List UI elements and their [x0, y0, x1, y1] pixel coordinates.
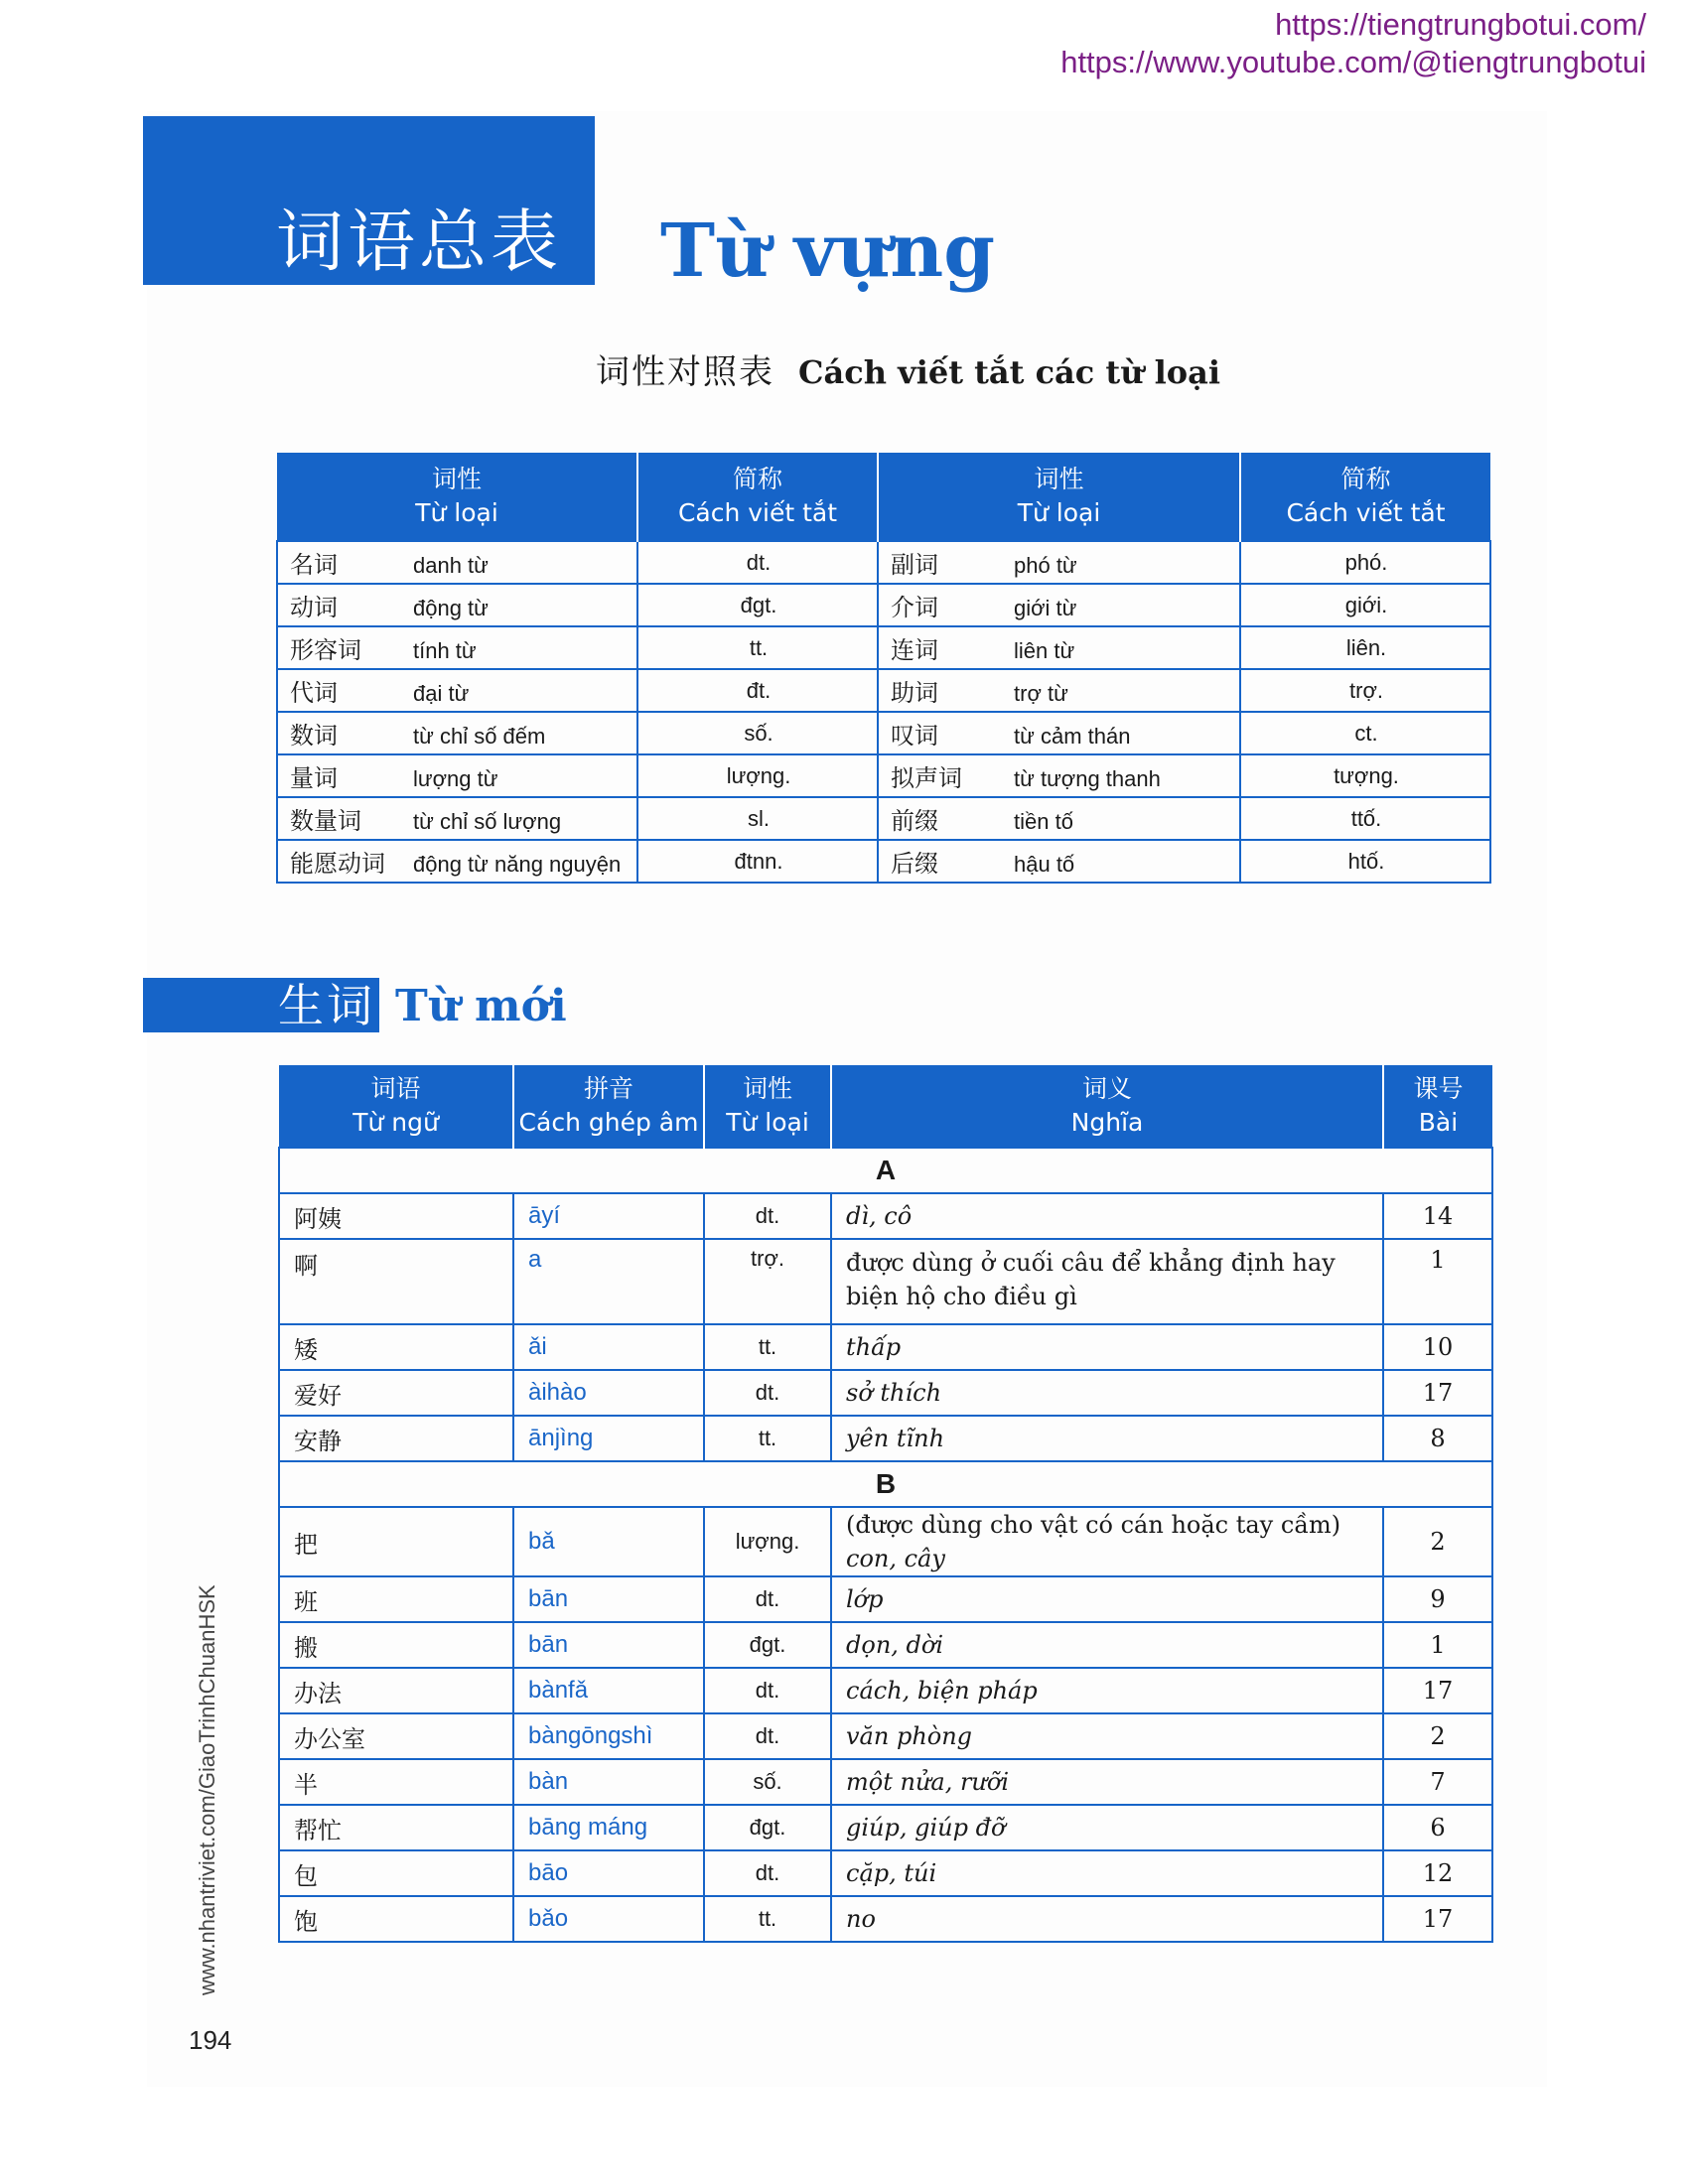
vocabulary-row: [279, 1850, 1492, 1896]
abbreviation-header-cell: 简称 Cách viết tắt: [637, 453, 878, 541]
pinyin-cell: āyí: [513, 1193, 704, 1239]
part-of-speech-vietnamese: tính từ: [413, 638, 477, 663]
abbreviation-cell: trợ.: [1240, 669, 1490, 712]
side-url: www.nhantriviet.com/GiaoTrinhChuanHSK: [195, 1584, 219, 1995]
word-cell: 爱好: [279, 1370, 513, 1416]
vocabulary-header-cell: 词性 Từ loại: [704, 1065, 831, 1148]
word-cell: 包: [279, 1850, 513, 1896]
meaning-cell: [831, 1896, 1383, 1942]
word-cell: 把: [279, 1507, 513, 1576]
word-type-cell: số.: [704, 1759, 831, 1805]
meaning-cell: [831, 1239, 1383, 1324]
word-type-cell: dt.: [704, 1576, 831, 1622]
part-of-speech-vietnamese: động từ năng nguyện: [413, 852, 622, 877]
abbreviation-table: [276, 453, 1491, 884]
meaning-cell: [831, 1416, 1383, 1461]
abbreviation-header-cell: 词性 Từ loại: [277, 453, 637, 541]
page-number: 194: [189, 2025, 232, 2055]
abbreviation-row: [277, 541, 1490, 584]
part-of-speech-vietnamese: động từ: [413, 596, 489, 620]
word-type-cell: tt.: [704, 1896, 831, 1942]
meaning-text: được dùng ở cuối câu để khẳng định hay biện hộ cho điều gì: [846, 1249, 1336, 1310]
abbreviation-cell: đgt.: [637, 584, 878, 626]
vocabulary-row: [279, 1576, 1492, 1622]
part-of-speech-cell: [277, 840, 637, 883]
pinyin-cell: bǎ: [513, 1507, 704, 1576]
part-of-speech-chinese: 后缀: [891, 850, 938, 878]
vocabulary-header-row: [279, 1065, 1492, 1148]
abbreviation-cell: đt.: [637, 669, 878, 712]
part-of-speech-vietnamese: liên từ: [1014, 638, 1075, 663]
vocabulary-header-cell: 课号 Bài: [1383, 1065, 1492, 1148]
part-of-speech-vietnamese: phó từ: [1014, 553, 1077, 578]
abbreviation-row: [277, 584, 1490, 626]
letter-divider: A: [279, 1148, 1492, 1193]
part-of-speech-vietnamese: tiền tố: [1014, 809, 1073, 834]
meaning-cell: [831, 1193, 1383, 1239]
abbreviation-subtitle-vietnamese: Cách viết tắt các từ loại: [798, 353, 1220, 391]
vocabulary-row: [279, 1239, 1492, 1324]
meaning-text: một nửa, rưỡi: [846, 1768, 1010, 1796]
part-of-speech-cell: [277, 626, 637, 669]
abbreviation-cell: sl.: [637, 797, 878, 840]
vocabulary-header-cell: 词语 Từ ngữ: [279, 1065, 513, 1148]
pinyin-cell: ānjìng: [513, 1416, 704, 1461]
lesson-number-cell: 10: [1383, 1324, 1492, 1370]
vocabulary-table: [278, 1065, 1493, 1943]
abbreviation-row: [277, 797, 1490, 840]
vocabulary-row: [279, 1805, 1492, 1850]
lesson-number-cell: 12: [1383, 1850, 1492, 1896]
part-of-speech-chinese: 连词: [891, 636, 938, 664]
meaning-text: lớp: [846, 1585, 884, 1613]
part-of-speech-chinese: 副词: [891, 551, 938, 579]
page-title-vietnamese: Từ vựng: [660, 208, 995, 294]
part-of-speech-vietnamese: hậu tố: [1014, 852, 1075, 877]
pinyin-cell: bān: [513, 1576, 704, 1622]
lesson-number-cell: 2: [1383, 1713, 1492, 1759]
word-cell: 班: [279, 1576, 513, 1622]
part-of-speech-cell: [878, 712, 1240, 754]
abbreviation-subtitle: [596, 349, 1220, 395]
part-of-speech-cell: [277, 541, 637, 584]
part-of-speech-cell: [277, 754, 637, 797]
abbreviation-cell: htố.: [1240, 840, 1490, 883]
part-of-speech-cell: [277, 797, 637, 840]
lesson-number-cell: 6: [1383, 1805, 1492, 1850]
abbreviation-row: [277, 626, 1490, 669]
pinyin-cell: bàngōngshì: [513, 1713, 704, 1759]
lesson-number-cell: 14: [1383, 1193, 1492, 1239]
pinyin-cell: bāng máng: [513, 1805, 704, 1850]
meaning-cell: [831, 1805, 1383, 1850]
abbreviation-cell: liên.: [1240, 626, 1490, 669]
word-type-cell: đgt.: [704, 1805, 831, 1850]
word-cell: 搬: [279, 1622, 513, 1668]
part-of-speech-chinese: 数量词: [290, 807, 361, 835]
word-cell: 办公室: [279, 1713, 513, 1759]
watermark-url-youtube[interactable]: https://www.youtube.com/@tiengtrungbotui: [1060, 45, 1646, 79]
vocabulary-row: [279, 1193, 1492, 1239]
abbreviation-cell: ct.: [1240, 712, 1490, 754]
part-of-speech-cell: [277, 712, 637, 754]
word-cell: 安静: [279, 1416, 513, 1461]
word-type-cell: trợ.: [704, 1239, 831, 1324]
meaning-text: giúp, giúp đỡ: [846, 1814, 1006, 1842]
abbreviation-cell: dt.: [637, 541, 878, 584]
part-of-speech-vietnamese: lượng từ: [413, 766, 498, 791]
pinyin-cell: ǎi: [513, 1324, 704, 1370]
vocabulary-header-cell: 拼音 Cách ghép âm: [513, 1065, 704, 1148]
meaning-text: cặp, túi: [846, 1859, 937, 1887]
part-of-speech-chinese: 前缀: [891, 807, 938, 835]
part-of-speech-cell: [878, 797, 1240, 840]
part-of-speech-cell: [277, 584, 637, 626]
part-of-speech-cell: [878, 541, 1240, 584]
word-cell: 啊: [279, 1239, 513, 1324]
meaning-cell: [831, 1576, 1383, 1622]
lesson-number-cell: 7: [1383, 1759, 1492, 1805]
abbreviation-cell: đtnn.: [637, 840, 878, 883]
page-title-chinese: 词语总表: [276, 204, 563, 282]
word-cell: 办法: [279, 1668, 513, 1713]
lesson-number-cell: 17: [1383, 1370, 1492, 1416]
word-cell: 矮: [279, 1324, 513, 1370]
new-words-title-vietnamese: Từ mới: [395, 981, 567, 1031]
vocabulary-row: [279, 1896, 1492, 1942]
letter-divider-row: [279, 1461, 1492, 1507]
pinyin-cell: bǎo: [513, 1896, 704, 1942]
abbreviation-cell: tượng.: [1240, 754, 1490, 797]
meaning-text: con, cây: [846, 1545, 945, 1572]
word-type-cell: dt.: [704, 1850, 831, 1896]
meaning-cell: [831, 1850, 1383, 1896]
lesson-number-cell: 1: [1383, 1622, 1492, 1668]
part-of-speech-vietnamese: đại từ: [413, 681, 470, 706]
vocabulary-row: [279, 1622, 1492, 1668]
lesson-number-cell: 9: [1383, 1576, 1492, 1622]
word-type-cell: lượng.: [704, 1507, 831, 1576]
abbreviation-cell: phó.: [1240, 541, 1490, 584]
part-of-speech-vietnamese: từ cảm thán: [1014, 724, 1131, 749]
abbreviation-row: [277, 840, 1490, 883]
meaning-cell: [831, 1370, 1383, 1416]
abbreviation-cell: ttố.: [1240, 797, 1490, 840]
part-of-speech-vietnamese: trợ từ: [1014, 681, 1068, 706]
meaning-cell: [831, 1713, 1383, 1759]
vocabulary-row: [279, 1668, 1492, 1713]
word-type-cell: dt.: [704, 1370, 831, 1416]
pinyin-cell: a: [513, 1239, 704, 1324]
part-of-speech-chinese: 数词: [290, 722, 338, 750]
meaning-text: no: [846, 1905, 876, 1933]
part-of-speech-vietnamese: từ tượng thanh: [1014, 766, 1161, 791]
part-of-speech-cell: [277, 669, 637, 712]
part-of-speech-chinese: 能愿动词: [290, 850, 385, 878]
meaning-text: sở thích: [846, 1379, 942, 1407]
part-of-speech-chinese: 叹词: [891, 722, 938, 750]
word-cell: 饱: [279, 1896, 513, 1942]
meaning-cell: [831, 1668, 1383, 1713]
lesson-number-cell: 17: [1383, 1668, 1492, 1713]
vocabulary-row: [279, 1759, 1492, 1805]
abbreviation-cell: tt.: [637, 626, 878, 669]
abbreviation-cell: số.: [637, 712, 878, 754]
meaning-cell: [831, 1507, 1383, 1576]
part-of-speech-cell: [878, 669, 1240, 712]
pinyin-cell: bàn: [513, 1759, 704, 1805]
part-of-speech-chinese: 量词: [290, 764, 338, 792]
part-of-speech-vietnamese: từ chỉ số lượng: [413, 809, 562, 834]
part-of-speech-chinese: 介词: [891, 594, 938, 621]
part-of-speech-cell: [878, 626, 1240, 669]
part-of-speech-vietnamese: danh từ: [413, 553, 489, 578]
meaning-cell: [831, 1324, 1383, 1370]
lesson-number-cell: 2: [1383, 1507, 1492, 1576]
abbreviation-cell: lượng.: [637, 754, 878, 797]
meaning-text: yên tĩnh: [846, 1425, 945, 1452]
part-of-speech-chinese: 形容词: [290, 636, 361, 664]
vocabulary-row: [279, 1507, 1492, 1576]
word-type-cell: đgt.: [704, 1622, 831, 1668]
word-type-cell: tt.: [704, 1416, 831, 1461]
pinyin-cell: bān: [513, 1622, 704, 1668]
letter-divider-row: [279, 1148, 1492, 1193]
part-of-speech-cell: [878, 840, 1240, 883]
pinyin-cell: bāo: [513, 1850, 704, 1896]
vocabulary-row: [279, 1324, 1492, 1370]
word-cell: 半: [279, 1759, 513, 1805]
meaning-text: cách, biện pháp: [846, 1677, 1038, 1705]
part-of-speech-chinese: 动词: [290, 594, 338, 621]
vocabulary-row: [279, 1713, 1492, 1759]
letter-divider: B: [279, 1461, 1492, 1507]
meaning-cell: [831, 1759, 1383, 1805]
meaning-text: dì, cô: [846, 1202, 913, 1230]
abbreviation-row: [277, 712, 1490, 754]
part-of-speech-chinese: 助词: [891, 679, 938, 707]
abbreviation-header-row: [277, 453, 1490, 541]
pinyin-cell: àihào: [513, 1370, 704, 1416]
part-of-speech-chinese: 代词: [290, 679, 338, 707]
word-type-cell: tt.: [704, 1324, 831, 1370]
watermark-url-site[interactable]: https://tiengtrungbotui.com/: [1275, 7, 1646, 42]
abbreviation-header-cell: 简称 Cách viết tắt: [1240, 453, 1490, 541]
word-cell: 阿姨: [279, 1193, 513, 1239]
new-words-title-chinese: 生词: [278, 979, 375, 1032]
abbreviation-header-cell: 词性 Từ loại: [878, 453, 1240, 541]
part-of-speech-chinese: 拟声词: [891, 764, 962, 792]
word-type-cell: dt.: [704, 1193, 831, 1239]
lesson-number-cell: 8: [1383, 1416, 1492, 1461]
meaning-text: dọn, dời: [846, 1631, 944, 1659]
abbreviation-row: [277, 669, 1490, 712]
part-of-speech-chinese: 名词: [290, 551, 338, 579]
part-of-speech-vietnamese: từ chỉ số đếm: [413, 724, 546, 749]
lesson-number-cell: 1: [1383, 1239, 1492, 1324]
part-of-speech-cell: [878, 754, 1240, 797]
vocabulary-row: [279, 1370, 1492, 1416]
meaning-note: (được dùng cho vật có cán hoặc tay cầm): [846, 1511, 1341, 1539]
meaning-text: văn phòng: [846, 1722, 973, 1750]
abbreviation-cell: giới.: [1240, 584, 1490, 626]
word-cell: 帮忙: [279, 1805, 513, 1850]
vocabulary-row: [279, 1416, 1492, 1461]
pinyin-cell: bànfǎ: [513, 1668, 704, 1713]
word-type-cell: dt.: [704, 1713, 831, 1759]
word-type-cell: dt.: [704, 1668, 831, 1713]
meaning-cell: [831, 1622, 1383, 1668]
meaning-text: thấp: [846, 1333, 902, 1361]
part-of-speech-vietnamese: giới từ: [1014, 596, 1077, 620]
abbreviation-row: [277, 754, 1490, 797]
abbreviation-subtitle-chinese: 词性对照表: [596, 352, 774, 392]
lesson-number-cell: 17: [1383, 1896, 1492, 1942]
part-of-speech-cell: [878, 584, 1240, 626]
vocabulary-header-cell: 词义 Nghĩa: [831, 1065, 1383, 1148]
